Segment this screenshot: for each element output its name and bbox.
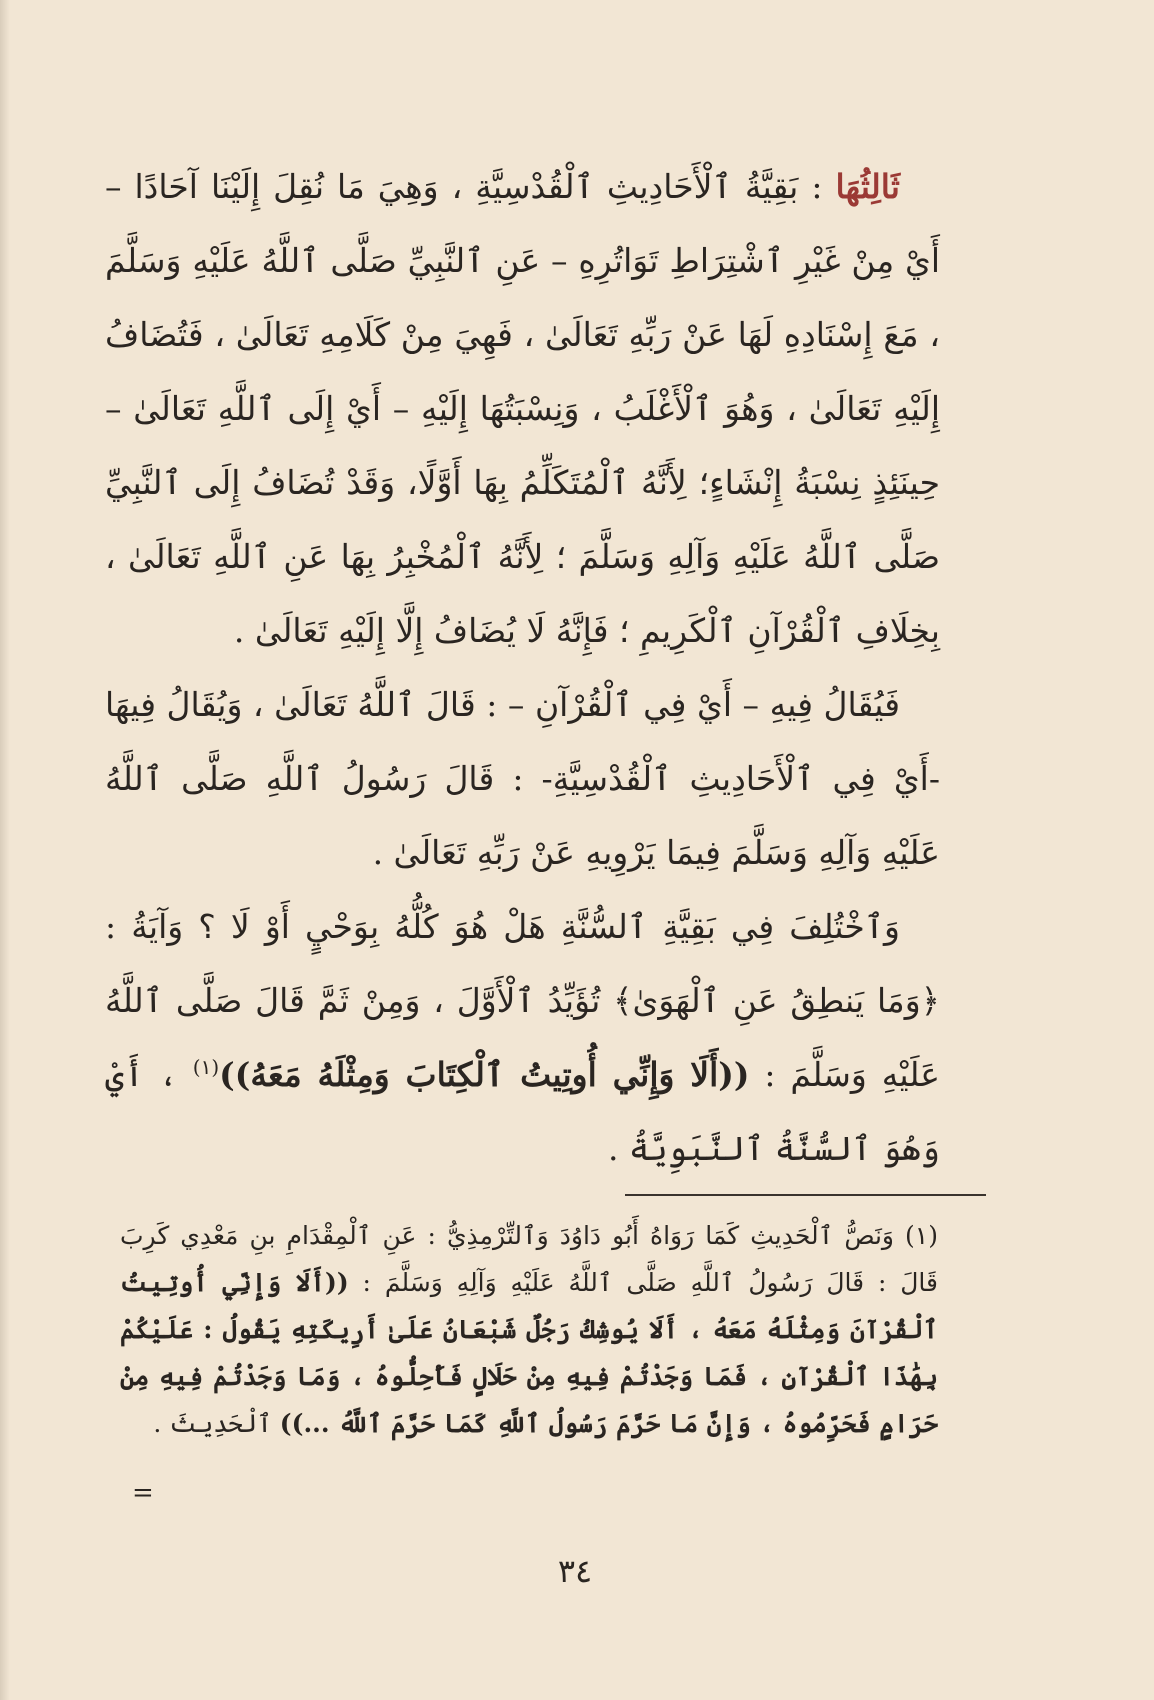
- hadith-quote: ((أَلَا وَإِنِّي أُوتِيتُ ٱلْكِتَابَ وَمِثْلَهُ مَعَهُ)): [219, 1055, 750, 1094]
- paragraph-3-text-2: ، أَيْ وَهُوَ ٱلسُّنَّةُ ٱلنَّبَوِيَّةُ .: [105, 1055, 940, 1168]
- footnote-hadith: ((أَلَا وَإِنِّي أُوتِيتُ ٱلْقُرْآنَ وَمِثْلَهُ مَعَهُ ، أَلَا يُوشِكُ رَجُلٌ شَبْعَانُ عَلَىٰ أَرِيكَتِهِ يَقُولُ : عَلَيْكُمْ بِهَٰذَا ٱلْقُرْآنِ ، فَمَا وَجَدْتُمْ فِيهِ مِنْ حَلَالٍ فَأَحِلُّوهُ ، وَمَا وَجَدْتُمْ فِيهِ مِنْ حَرَامٍ فَحَرِّمُوهُ ، وَإِنَّ مَا حَرَّمَ رَسُولُ ٱللَّهِ كَمَا حَرَّمَ ٱللَّهُ ...)): [120, 1268, 938, 1438]
- footnotes: [120, 1212, 938, 1447]
- footnote-1: [120, 1212, 938, 1447]
- paragraph-1: [105, 150, 940, 668]
- footnote-separator: [625, 1194, 986, 1196]
- page-edge: [0, 0, 10, 1700]
- continuation-mark: =: [132, 1478, 154, 1508]
- main-text: [105, 150, 940, 1186]
- section-label: ثَالِثُهَا: [835, 167, 900, 206]
- footnote-end: ٱلْحَدِيثَ .: [153, 1409, 280, 1438]
- footnote-reference: (١): [192, 1055, 220, 1079]
- paragraph-2: فَيُقَالُ فِيهِ – أَيْ فِي ٱلْقُرْآنِ – : قَالَ ٱللَّهُ تَعَالَىٰ ، وَيُقَالُ فِيهَا -أَيْ فِي ٱلْأَحَادِيثِ ٱلْقُدْسِيَّةِ- : قَالَ رَسُولُ ٱللَّهِ صَلَّى ٱللَّهُ عَلَيْهِ وَآلِهِ وَسَلَّمَ فِيمَا يَرْوِيهِ عَنْ رَبِّهِ تَعَالَىٰ .: [105, 685, 940, 872]
- paragraph-3: [105, 890, 940, 1186]
- footnote-intro: (١) وَنَصُّ ٱلْحَدِيثِ كَمَا رَوَاهُ أَبُو دَاوُدَ وَٱلتِّرْمِذِيُّ : عَنِ ٱلْمِقْدَامِ بنِ مَعْدِي كَرِبَ قَالَ : قَالَ رَسُولُ ٱللَّهِ صَلَّى ٱللَّهُ عَلَيْهِ وَآلِهِ وَسَلَّمَ :: [120, 1221, 938, 1297]
- paragraph-3-text-1: وَٱخْتُلِفَ فِي بَقِيَّةِ ٱلسُّنَّةِ هَلْ هُوَ كُلُّهُ بِوَحْيٍ أَوْ لَا ؟ وَآيَةُ : ﴿وَمَا يَنطِقُ عَنِ ٱلْهَوَىٰ﴾ تُؤَيِّدُ ٱلْأَوَّلَ ، وَمِنْ ثَمَّ قَالَ صَلَّى ٱللَّهُ عَلَيْهِ وَسَلَّمَ :: [105, 907, 940, 1094]
- paragraph-1-text: : بَقِيَّةُ ٱلْأَحَادِيثِ ٱلْقُدْسِيَّةِ ، وَهِيَ مَا نُقِلَ إِلَيْنَا آحَادًا – أَيْ مِنْ غَيْرِ ٱشْتِرَاطِ تَوَاتُرِهِ – عَنِ ٱلنَّبِيِّ صَلَّى ٱللَّهُ عَلَيْهِ وَسَلَّمَ ، مَعَ إِسْنَادِهِ لَهَا عَنْ رَبِّهِ تَعَالَىٰ ، فَهِيَ مِنْ كَلَامِهِ تَعَالَىٰ ، فَتُضَافُ إِلَيْهِ تَعَالَىٰ ، وَهُوَ ٱلْأَغْلَبُ ، وَنِسْبَتُهَا إِلَيْهِ – أَيْ إِلَى ٱللَّهِ تَعَالَىٰ – حِينَئِذٍ نِسْبَةُ إِنْشَاءٍ؛ لِأَنَّهُ ٱلْمُتَكَلِّمُ بِهَا أَوَّلًا، وَقَدْ تُضَافُ إِلَى ٱلنَّبِيِّ صَلَّى ٱللَّهُ عَلَيْهِ وَآلِهِ وَسَلَّمَ ؛ لِأَنَّهُ ٱلْمُخْبِرُ بِهَا عَنِ ٱللَّهِ تَعَالَىٰ ، بِخِلَافِ ٱلْقُرْآنِ ٱلْكَرِيمِ ؛ فَإِنَّهُ لَا يُضَافُ إِلَّا إِلَيْهِ تَعَالَىٰ .: [105, 167, 940, 650]
- page-number: ٣٤: [557, 1552, 593, 1590]
